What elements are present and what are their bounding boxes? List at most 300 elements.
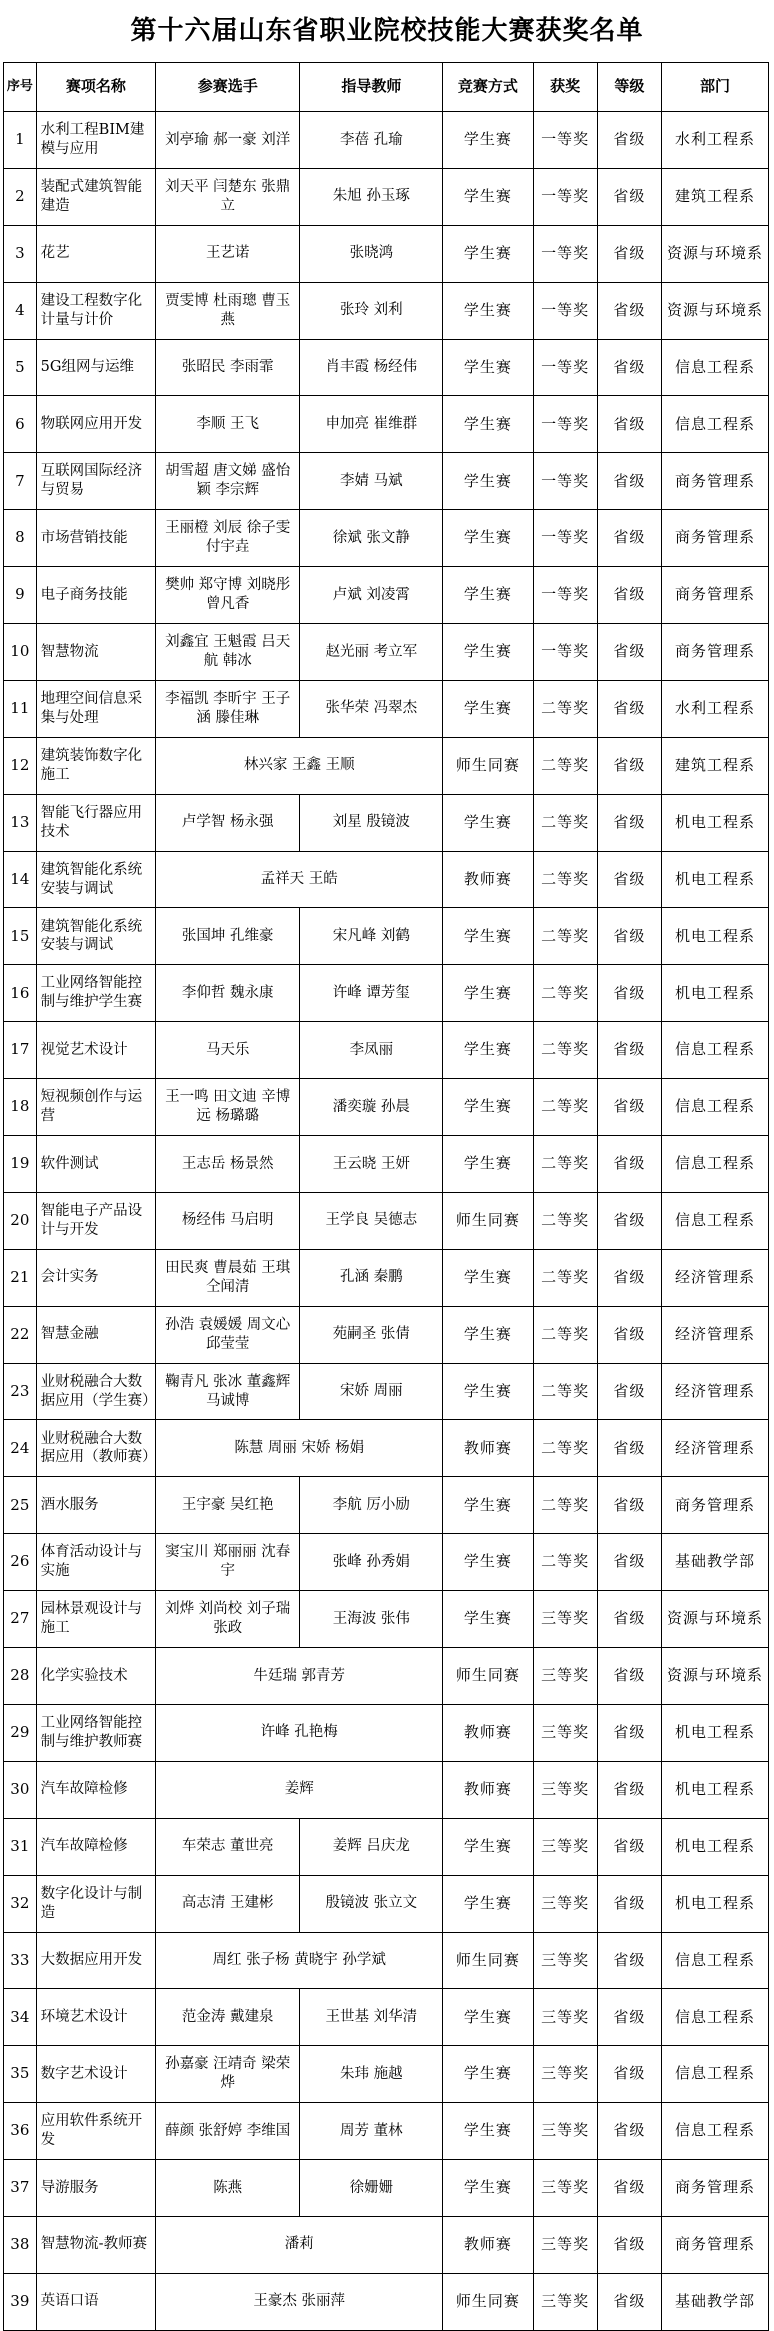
cell-participants: 范金涛 戴建泉 [156,1989,300,2046]
cell-level: 省级 [597,2103,661,2160]
cell-instructors: 殷镜波 张立文 [300,1875,443,1932]
cell-mode: 学生赛 [443,396,533,453]
cell-level: 省级 [597,1363,661,1420]
cell-event-name: 5G组网与运维 [36,339,155,396]
cell-dept: 商务管理系 [661,624,768,681]
cell-participants: 张昭民 李雨霏 [156,339,300,396]
cell-dept: 机电工程系 [661,1761,768,1818]
cell-prize: 二等奖 [533,794,597,851]
table-row [4,1192,769,1249]
cell-event-name: 大数据应用开发 [36,1932,155,1989]
cell-no: 5 [4,339,37,396]
cell-no: 21 [4,1249,37,1306]
cell-level: 省级 [597,1534,661,1591]
cell-dept: 信息工程系 [661,1932,768,1989]
cell-mode: 学生赛 [443,1363,533,1420]
cell-mode: 学生赛 [443,112,533,169]
cell-prize: 三等奖 [533,2046,597,2103]
cell-event-name: 装配式建筑智能建造 [36,168,155,225]
cell-participants: 鞠青凡 张冰 董鑫辉 马诚博 [156,1363,300,1420]
cell-no: 18 [4,1079,37,1136]
cell-level: 省级 [597,851,661,908]
cell-mode: 教师赛 [443,1761,533,1818]
cell-event-name: 智慧金融 [36,1306,155,1363]
cell-no: 15 [4,908,37,965]
cell-prize: 二等奖 [533,1477,597,1534]
cell-participants: 王豪杰 张丽萍 [156,2273,443,2330]
cell-event-name: 导游服务 [36,2160,155,2217]
cell-mode: 师生同赛 [443,1192,533,1249]
cell-mode: 学生赛 [443,1989,533,2046]
cell-instructors: 孔涵 秦鹏 [300,1249,443,1306]
cell-mode: 学生赛 [443,282,533,339]
cell-mode: 学生赛 [443,339,533,396]
table-body [4,112,769,2331]
cell-participants: 周红 张子杨 黄晓宇 孙学斌 [156,1932,443,1989]
cell-prize: 三等奖 [533,2216,597,2273]
table-row [4,567,769,624]
cell-event-name: 汽车故障检修 [36,1761,155,1818]
cell-prize: 一等奖 [533,396,597,453]
cell-prize: 一等奖 [533,624,597,681]
cell-dept: 基础教学部 [661,1534,768,1591]
cell-prize: 三等奖 [533,1932,597,1989]
cell-level: 省级 [597,112,661,169]
cell-level: 省级 [597,737,661,794]
cell-level: 省级 [597,2273,661,2330]
cell-mode: 学生赛 [443,1136,533,1193]
cell-mode: 学生赛 [443,1022,533,1079]
cell-no: 33 [4,1932,37,1989]
cell-no: 19 [4,1136,37,1193]
cell-no: 13 [4,794,37,851]
cell-dept: 信息工程系 [661,1022,768,1079]
cell-dept: 水利工程系 [661,680,768,737]
cell-participants: 窦宝川 郑丽丽 沈春宇 [156,1534,300,1591]
cell-event-name: 智慧物流-教师赛 [36,2216,155,2273]
cell-mode: 学生赛 [443,510,533,567]
cell-dept: 机电工程系 [661,1818,768,1875]
table-row [4,1761,769,1818]
cell-event-name: 应用软件系统开发 [36,2103,155,2160]
cell-participants: 许峰 孔艳梅 [156,1704,443,1761]
cell-level: 省级 [597,965,661,1022]
cell-prize: 二等奖 [533,1192,597,1249]
cell-event-name: 工业网络智能控制与维护教师赛 [36,1704,155,1761]
cell-dept: 建筑工程系 [661,737,768,794]
cell-instructors: 李凤丽 [300,1022,443,1079]
header-dept: 部门 [661,63,768,112]
cell-prize: 二等奖 [533,1136,597,1193]
table-row [4,1591,769,1648]
cell-dept: 机电工程系 [661,965,768,1022]
cell-no: 11 [4,680,37,737]
cell-prize: 二等奖 [533,1306,597,1363]
cell-level: 省级 [597,1591,661,1648]
cell-prize: 二等奖 [533,1079,597,1136]
cell-instructors: 赵光丽 考立军 [300,624,443,681]
cell-instructors: 张华荣 冯翠杰 [300,680,443,737]
cell-level: 省级 [597,1648,661,1705]
cell-prize: 二等奖 [533,1249,597,1306]
cell-participants: 孙嘉豪 汪靖奇 梁荣烨 [156,2046,300,2103]
cell-prize: 二等奖 [533,737,597,794]
cell-prize: 二等奖 [533,1420,597,1477]
cell-mode: 学生赛 [443,2103,533,2160]
cell-dept: 商务管理系 [661,567,768,624]
cell-prize: 二等奖 [533,1534,597,1591]
cell-event-name: 园林景观设计与施工 [36,1591,155,1648]
table-row [4,1534,769,1591]
cell-event-name: 英语口语 [36,2273,155,2330]
cell-dept: 资源与环境系 [661,1591,768,1648]
cell-participants: 刘亭瑜 郝一豪 刘洋 [156,112,300,169]
cell-mode: 学生赛 [443,1591,533,1648]
cell-no: 23 [4,1363,37,1420]
cell-dept: 商务管理系 [661,2216,768,2273]
cell-prize: 二等奖 [533,1363,597,1420]
cell-prize: 一等奖 [533,225,597,282]
cell-dept: 信息工程系 [661,1192,768,1249]
table-row [4,1932,769,1989]
cell-prize: 三等奖 [533,2103,597,2160]
cell-instructors: 王云晓 王妍 [300,1136,443,1193]
cell-level: 省级 [597,1022,661,1079]
cell-participants: 张国坤 孔维豪 [156,908,300,965]
cell-mode: 学生赛 [443,1875,533,1932]
cell-event-name: 化学实验技术 [36,1648,155,1705]
table-row [4,1249,769,1306]
award-table [3,62,769,2331]
cell-level: 省级 [597,680,661,737]
cell-prize: 三等奖 [533,1704,597,1761]
cell-dept: 基础教学部 [661,2273,768,2330]
cell-level: 省级 [597,1306,661,1363]
cell-participants: 王一鸣 田文迪 辛博远 杨璐璐 [156,1079,300,1136]
cell-dept: 经济管理系 [661,1420,768,1477]
cell-prize: 二等奖 [533,680,597,737]
cell-prize: 三等奖 [533,1989,597,2046]
cell-level: 省级 [597,339,661,396]
cell-instructors: 徐斌 张文静 [300,510,443,567]
cell-event-name: 花艺 [36,225,155,282]
cell-mode: 师生同赛 [443,1932,533,1989]
cell-level: 省级 [597,1761,661,1818]
cell-mode: 学生赛 [443,225,533,282]
table-row [4,282,769,339]
cell-no: 28 [4,1648,37,1705]
cell-mode: 学生赛 [443,624,533,681]
cell-event-name: 酒水服务 [36,1477,155,1534]
table-row [4,339,769,396]
cell-event-name: 软件测试 [36,1136,155,1193]
cell-no: 17 [4,1022,37,1079]
cell-dept: 资源与环境系 [661,282,768,339]
table-row [4,2160,769,2217]
cell-event-name: 水利工程BIM建模与应用 [36,112,155,169]
cell-level: 省级 [597,1932,661,1989]
cell-no: 1 [4,112,37,169]
table-row [4,1477,769,1534]
cell-no: 3 [4,225,37,282]
cell-prize: 三等奖 [533,2273,597,2330]
cell-level: 省级 [597,282,661,339]
cell-dept: 商务管理系 [661,510,768,567]
cell-level: 省级 [597,908,661,965]
cell-instructors: 徐姗姗 [300,2160,443,2217]
cell-prize: 一等奖 [533,168,597,225]
cell-prize: 一等奖 [533,339,597,396]
cell-event-name: 建筑装饰数字化施工 [36,737,155,794]
cell-dept: 信息工程系 [661,1136,768,1193]
cell-prize: 三等奖 [533,1591,597,1648]
cell-mode: 学生赛 [443,2160,533,2217]
cell-event-name: 建筑智能化系统安装与调试 [36,851,155,908]
cell-level: 省级 [597,1249,661,1306]
cell-participants: 王志岳 杨景然 [156,1136,300,1193]
header-event: 赛项名称 [36,63,155,112]
cell-instructors: 王学良 吴德志 [300,1192,443,1249]
cell-level: 省级 [597,1818,661,1875]
cell-participants: 刘天平 闫楚东 张鼎立 [156,168,300,225]
cell-event-name: 电子商务技能 [36,567,155,624]
cell-mode: 学生赛 [443,1306,533,1363]
header-instructors: 指导教师 [300,63,443,112]
cell-level: 省级 [597,1420,661,1477]
cell-level: 省级 [597,2046,661,2103]
cell-event-name: 互联网国际经济与贸易 [36,453,155,510]
cell-instructors: 卢斌 刘凌霄 [300,567,443,624]
cell-participants: 李福凯 李昕宇 王子涵 滕佳琳 [156,680,300,737]
cell-level: 省级 [597,453,661,510]
cell-event-name: 短视频创作与运营 [36,1079,155,1136]
cell-mode: 学生赛 [443,794,533,851]
cell-no: 35 [4,2046,37,2103]
cell-instructors: 李航 厉小励 [300,1477,443,1534]
cell-dept: 信息工程系 [661,1079,768,1136]
cell-event-name: 建设工程数字化计量与计价 [36,282,155,339]
table-row [4,794,769,851]
cell-instructors: 朱旭 孙玉琢 [300,168,443,225]
cell-prize: 三等奖 [533,1818,597,1875]
cell-participants: 李仰哲 魏永康 [156,965,300,1022]
table-row [4,1875,769,1932]
cell-event-name: 体育活动设计与实施 [36,1534,155,1591]
cell-prize: 二等奖 [533,908,597,965]
cell-participants: 陈燕 [156,2160,300,2217]
cell-mode: 学生赛 [443,1534,533,1591]
cell-level: 省级 [597,510,661,567]
cell-instructors: 王世基 刘华清 [300,1989,443,2046]
table-row [4,396,769,453]
cell-dept: 经济管理系 [661,1249,768,1306]
cell-dept: 信息工程系 [661,339,768,396]
table-row [4,965,769,1022]
cell-no: 39 [4,2273,37,2330]
cell-event-name: 智慧物流 [36,624,155,681]
cell-level: 省级 [597,1989,661,2046]
cell-participants: 杨经伟 马启明 [156,1192,300,1249]
table-row [4,1704,769,1761]
cell-dept: 建筑工程系 [661,168,768,225]
cell-no: 38 [4,2216,37,2273]
cell-dept: 信息工程系 [661,2046,768,2103]
cell-event-name: 业财税融合大数据应用（学生赛） [36,1363,155,1420]
cell-level: 省级 [597,1477,661,1534]
cell-event-name: 业财税融合大数据应用（教师赛） [36,1420,155,1477]
cell-instructors: 朱玮 施越 [300,2046,443,2103]
cell-instructors: 肖丰霞 杨经伟 [300,339,443,396]
cell-dept: 商务管理系 [661,2160,768,2217]
cell-mode: 学生赛 [443,1818,533,1875]
cell-dept: 信息工程系 [661,1989,768,2046]
cell-dept: 信息工程系 [661,2103,768,2160]
cell-dept: 机电工程系 [661,1875,768,1932]
table-row [4,624,769,681]
cell-event-name: 汽车故障检修 [36,1818,155,1875]
cell-participants: 薛颜 张舒婷 李维国 [156,2103,300,2160]
page-title: 第十六届山东省职业院校技能大赛获奖名单 [130,15,644,46]
cell-participants: 林兴家 王鑫 王顺 [156,737,443,794]
cell-dept: 机电工程系 [661,1704,768,1761]
cell-level: 省级 [597,1079,661,1136]
cell-mode: 师生同赛 [443,2273,533,2330]
cell-instructors: 张峰 孙秀娟 [300,1534,443,1591]
cell-prize: 三等奖 [533,1761,597,1818]
cell-participants: 王艺诺 [156,225,300,282]
cell-participants: 车荣志 董世亮 [156,1818,300,1875]
cell-mode: 学生赛 [443,965,533,1022]
cell-mode: 学生赛 [443,1079,533,1136]
cell-no: 36 [4,2103,37,2160]
cell-dept: 资源与环境系 [661,1648,768,1705]
cell-event-name: 视觉艺术设计 [36,1022,155,1079]
cell-instructors: 潘奕璇 孙晨 [300,1079,443,1136]
cell-level: 省级 [597,794,661,851]
cell-no: 25 [4,1477,37,1534]
table-row [4,1363,769,1420]
cell-prize: 一等奖 [533,567,597,624]
cell-level: 省级 [597,1704,661,1761]
cell-instructors: 姜辉 吕庆龙 [300,1818,443,1875]
cell-no: 34 [4,1989,37,2046]
table-row [4,851,769,908]
cell-no: 9 [4,567,37,624]
cell-participants: 刘烨 刘尚校 刘子瑞 张政 [156,1591,300,1648]
cell-participants: 陈慧 周丽 宋娇 杨娟 [156,1420,443,1477]
cell-mode: 教师赛 [443,1704,533,1761]
table-row [4,2103,769,2160]
cell-event-name: 数字化设计与制造 [36,1875,155,1932]
cell-participants: 胡雪超 唐文娣 盛怡颖 李宗辉 [156,453,300,510]
cell-dept: 水利工程系 [661,112,768,169]
cell-level: 省级 [597,168,661,225]
cell-prize: 二等奖 [533,1022,597,1079]
cell-no: 22 [4,1306,37,1363]
cell-no: 24 [4,1420,37,1477]
cell-mode: 师生同赛 [443,1648,533,1705]
cell-no: 2 [4,168,37,225]
cell-instructors: 许峰 谭芳玺 [300,965,443,1022]
cell-no: 10 [4,624,37,681]
cell-participants: 李顺 王飞 [156,396,300,453]
table-row [4,1420,769,1477]
cell-event-name: 数字艺术设计 [36,2046,155,2103]
cell-instructors: 张晓鸿 [300,225,443,282]
cell-participants: 孙浩 袁媛媛 周文心 邱莹莹 [156,1306,300,1363]
table-row [4,1306,769,1363]
cell-participants: 田民爽 曹晨茹 王琪 仝闻清 [156,1249,300,1306]
table-row [4,225,769,282]
header-level: 等级 [597,63,661,112]
cell-no: 6 [4,396,37,453]
cell-no: 8 [4,510,37,567]
cell-level: 省级 [597,1875,661,1932]
cell-participants: 王宇豪 吴红艳 [156,1477,300,1534]
cell-mode: 学生赛 [443,680,533,737]
cell-prize: 一等奖 [533,112,597,169]
cell-no: 29 [4,1704,37,1761]
cell-level: 省级 [597,225,661,282]
header-no: 序号 [4,63,37,112]
table-row [4,112,769,169]
cell-dept: 机电工程系 [661,908,768,965]
cell-level: 省级 [597,1192,661,1249]
cell-no: 7 [4,453,37,510]
table-header [4,63,769,112]
cell-prize: 三等奖 [533,1648,597,1705]
cell-prize: 三等奖 [533,1875,597,1932]
table-row [4,1989,769,2046]
cell-mode: 学生赛 [443,1249,533,1306]
cell-no: 16 [4,965,37,1022]
cell-participants: 马天乐 [156,1022,300,1079]
cell-dept: 商务管理系 [661,453,768,510]
cell-no: 32 [4,1875,37,1932]
table-row [4,1818,769,1875]
cell-participants: 孟祥天 王皓 [156,851,443,908]
cell-mode: 学生赛 [443,453,533,510]
cell-prize: 二等奖 [533,851,597,908]
cell-level: 省级 [597,1136,661,1193]
cell-mode: 教师赛 [443,2216,533,2273]
cell-dept: 经济管理系 [661,1363,768,1420]
cell-dept: 资源与环境系 [661,225,768,282]
table-row [4,1022,769,1079]
cell-mode: 教师赛 [443,1420,533,1477]
cell-instructors: 宋凡峰 刘鹤 [300,908,443,965]
cell-no: 14 [4,851,37,908]
cell-dept: 机电工程系 [661,794,768,851]
cell-event-name: 工业网络智能控制与维护学生赛 [36,965,155,1022]
cell-instructors: 周芳 董林 [300,2103,443,2160]
cell-participants: 高志清 王建彬 [156,1875,300,1932]
table-row [4,2216,769,2273]
cell-prize: 一等奖 [533,282,597,339]
table-row [4,2046,769,2103]
cell-no: 12 [4,737,37,794]
cell-mode: 教师赛 [443,851,533,908]
cell-event-name: 会计实务 [36,1249,155,1306]
table-row [4,1079,769,1136]
header-prize: 获奖 [533,63,597,112]
cell-no: 31 [4,1818,37,1875]
table-row [4,1136,769,1193]
cell-no: 37 [4,2160,37,2217]
cell-no: 4 [4,282,37,339]
cell-level: 省级 [597,2216,661,2273]
cell-level: 省级 [597,567,661,624]
